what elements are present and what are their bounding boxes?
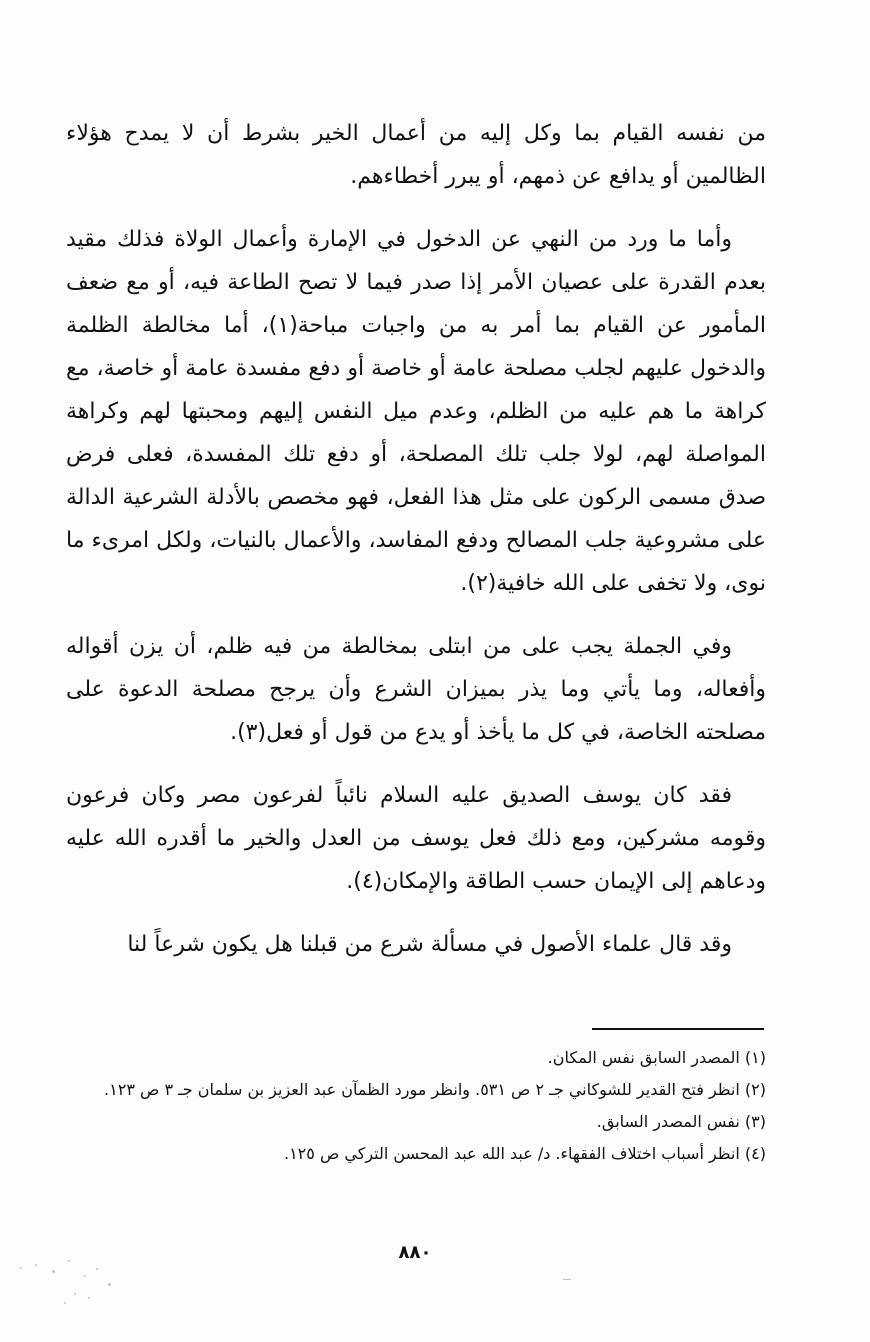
footnotes (72, 1044, 766, 1172)
scan-speck (84, 1275, 86, 1277)
page-number: ٨٨٠ (398, 1242, 432, 1263)
scan-speck (88, 1297, 90, 1299)
scan-speck (96, 1268, 98, 1270)
scan-speck (35, 1264, 37, 1266)
paragraph-2: وأما ما ورد من النهي عن الدخول في الإمارة وأعمال الولاة فذلك مقيد بعدم القدرة على عصيان الأمر إذا صدر فيما لا تصح الطاعة فيه، أو مع ضعف المأمور عن القيام بما أمر به من واجبات مباحة(١)، أما مخالطة الظلمة والدخول عليهم لجلب مصلحة عامة أو خاصة أو دفع مفسدة عامة أو خاصة، مع كراهة ما هم عليه من الظلم، وعدم ميل النفس إليهم ومحبتها لهم وكراهة المواصلة لهم، لولا جلب تلك المصلحة، أو دفع تلك المفسدة، فعلى فرض صدق مسمى الركون على مثل هذا الفعل، فهو مخصص بالأدلة الشرعية الدالة على مشروعية جلب المصالح ودفع المفاسد، والأعمال بالنيات، ولكل امرىء ما نوى، ولا تخفى على الله خافية(٢). (66, 227, 767, 596)
footnote-1: (١) المصدر السابق نفس المكان. (547, 1048, 766, 1067)
paragraph-3: وفي الجملة يجب على من ابتلى بمخالطة من فيه ظلم، أن يزن أقواله وأفعاله، وما يأتي وما يذر بميزان الشرع وأن يرجح مصلحة الدعوة على مصلحته الخاصة، في كل ما يأخذ أو يدع من قول أو فعل(٣). (66, 634, 766, 745)
paragraph-5: وقد قال علماء الأصول في مسألة شرع من قبلنا هل يكون شرعاً لنا (127, 932, 732, 957)
scan-speck (20, 1267, 22, 1269)
footnote-4: (٤) انظر أسباب اختلاف الفقهاء. د/ عبد الله عبد المحسن التركي ص ١٢٥. (283, 1144, 766, 1163)
footnote-divider (592, 1028, 764, 1030)
paragraph-1: من نفسه القيام بما وكل إليه من أعمال الخير بشرط أن لا يمدح هؤلاء الظالمين أو يدافع عن ذمهم، أو يبرر أخطاءهم. (66, 121, 766, 189)
scan-speck (64, 1302, 66, 1304)
scan-speck (52, 1270, 55, 1273)
scan-speck (68, 1260, 70, 1262)
paragraph-4: فقد كان يوسف الصديق عليه السلام نائباً لفرعون مصر وكان فرعون وقومه مشركين، ومع ذلك فعل يوسف من العدل والخير ما أقدره الله عليه ودعاهم إلى الإيمان حسب الطاقة والإمكان(٤). (66, 783, 766, 894)
scan-speck (74, 1293, 76, 1295)
footnote-2: (٢) انظر فتح القدير للشوكاني جـ ٢ ص ٥٣١. وانظر مورد الظمآن عبد العزيز بن سلمان جـ ٣ ص ١٢٣. (104, 1080, 766, 1099)
scan-speck (108, 1283, 111, 1286)
scan-speck (563, 1279, 571, 1280)
footnote-3: (٣) نفس المصدر السابق. (596, 1112, 766, 1131)
main-text (66, 112, 766, 986)
